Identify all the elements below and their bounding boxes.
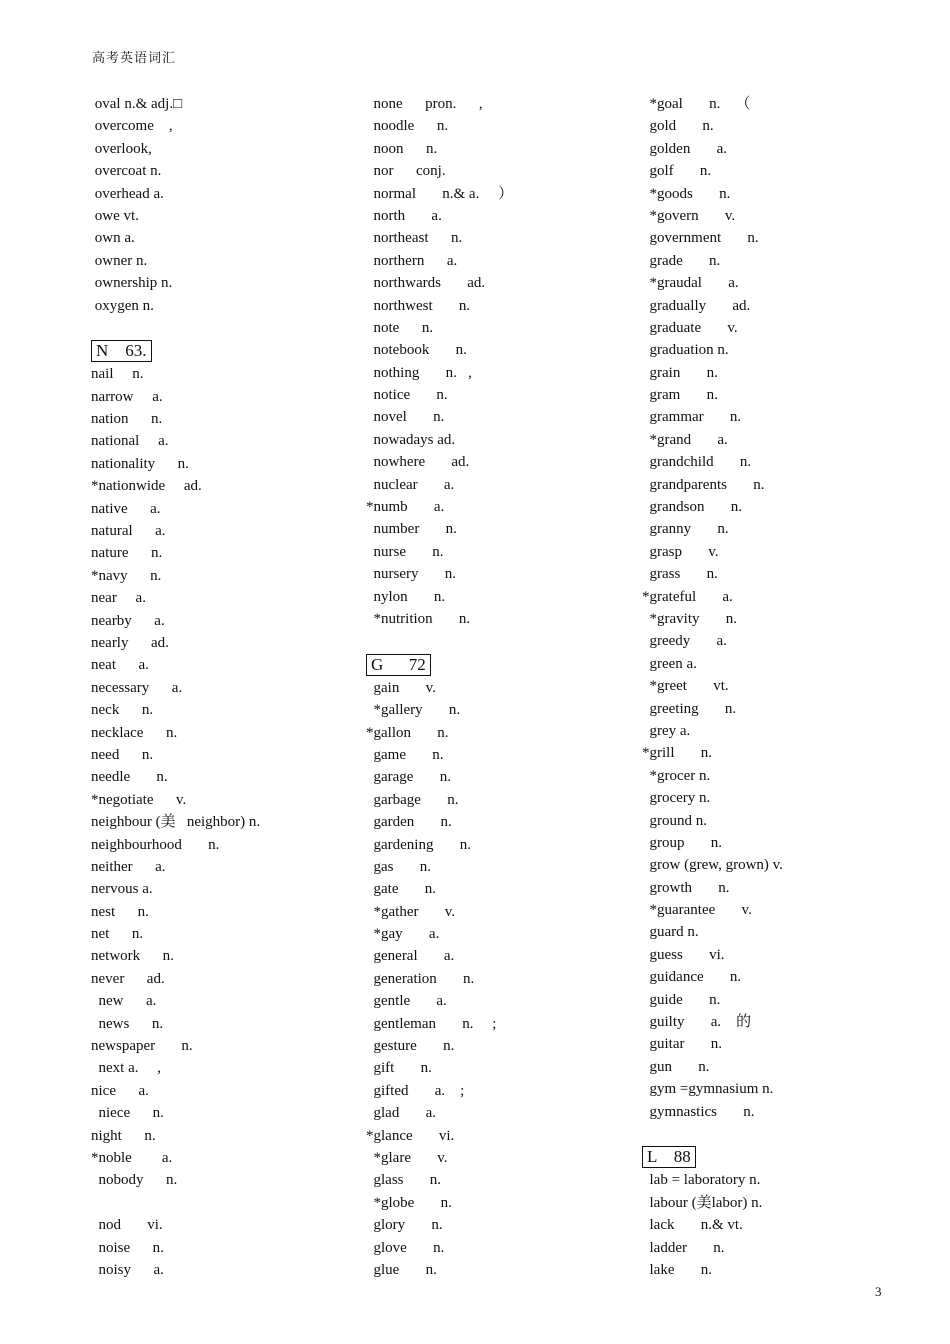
vocab-entry: nationality n. (91, 455, 189, 472)
vocab-entry: government n. (642, 230, 759, 247)
vocab-entry: grass n. (642, 566, 718, 583)
blank-line (91, 317, 361, 339)
section-heading-label: L 88 (642, 1146, 696, 1168)
vocab-entry: gun n. (642, 1058, 710, 1075)
vocab-entry: nurse n. (366, 543, 444, 560)
section-heading-label: N 63. (91, 340, 152, 362)
vocab-entry: nice a. (91, 1082, 149, 1099)
vocab-entry: grain n. (642, 364, 718, 381)
vocab-entry: net n. (91, 926, 144, 943)
vocab-entry: note n. (366, 319, 434, 336)
vocab-entry: normal n.& a. ） (366, 185, 514, 202)
vocab-entry: lake n. (642, 1261, 712, 1278)
vocab-entry: grocery n. (642, 790, 711, 807)
vocab-entry: oval n.& adj.□ (91, 96, 183, 112)
vocab-entry: *globe n. (366, 1194, 452, 1211)
vocab-entry: generation n. (366, 970, 475, 987)
vocab-entry: *govern v. (642, 207, 736, 224)
vocab-entry: guidance n. (642, 969, 742, 986)
vocab-entry: none pron. , (366, 96, 483, 112)
vocab-entry: *greet vt. (642, 678, 729, 695)
vocab-entry: nail n. (91, 366, 144, 383)
vocab-entry: neighbourhood n. (91, 836, 220, 853)
vocab-entry: lab = laboratory n. (642, 1172, 761, 1189)
vocab-entry: *gallery n. (366, 702, 461, 719)
vocab-entry: never ad. (91, 970, 165, 987)
vocab-entry: ownership n. (91, 275, 173, 292)
vocab-entry: *negotiate v. (91, 791, 187, 808)
vocab-entry: grandparents n. (642, 476, 765, 493)
vocab-entry: noisy a. (91, 1261, 164, 1278)
vocab-entry: gentleman n. ; (366, 1015, 497, 1032)
vocab-entry: own a. (91, 230, 135, 247)
vocab-entry: lack n.& vt. (642, 1217, 743, 1234)
vocab-entry: northern a. (366, 252, 458, 269)
section-heading-label: G 72 (366, 654, 431, 676)
vocab-entry: glove n. (366, 1239, 445, 1256)
vocab-entry: native a. (91, 500, 161, 517)
vocab-column-1 (91, 93, 361, 1281)
vocab-entry: group n. (642, 834, 722, 851)
vocab-entry: nothing n. , (366, 364, 472, 381)
vocab-entry: gentle a. (366, 993, 447, 1010)
vocab-entry: graduation n. (642, 342, 729, 359)
blank-line (91, 1192, 361, 1214)
vocab-entry: general a. (366, 948, 455, 965)
vocab-entry: nest n. (91, 903, 149, 920)
vocab-entry: nearly ad. (91, 634, 169, 651)
vocab-entry: overcome , (91, 118, 173, 135)
vocab-entry: growth n. (642, 879, 730, 896)
vocab-entry: nation n. (91, 411, 163, 428)
section-heading (642, 1145, 912, 1169)
vocab-entry: next a. , (91, 1060, 161, 1077)
vocab-entry: *grocer n. (642, 767, 711, 784)
vocab-entry: noodle n. (366, 118, 449, 135)
vocab-entry: northwest n. (366, 297, 471, 314)
vocab-entry: grammar n. (642, 409, 742, 426)
vocab-entry: labour (美labor) n. (642, 1194, 763, 1211)
section-heading (91, 339, 361, 363)
vocab-entry: need n. (91, 746, 154, 763)
vocab-entry: golf n. (642, 163, 712, 180)
vocab-entry: *grand a. (642, 431, 728, 448)
vocab-entry: *gravity n. (642, 610, 737, 627)
vocab-entry: grey a. (642, 722, 691, 739)
vocab-entry: novel n. (366, 409, 445, 426)
vocab-entry: gram n. (642, 387, 718, 404)
vocab-entry: noise n. (91, 1239, 164, 1256)
vocab-entry: nowadays ad. (366, 431, 456, 448)
vocab-entry: national a. (91, 433, 169, 450)
vocab-entry: nor conj. (366, 163, 446, 180)
vocab-entry: *goal n. （ (642, 96, 751, 112)
vocab-entry: narrow a. (91, 388, 163, 405)
vocab-entry: ladder n. (642, 1239, 725, 1256)
vocab-entry: night n. (91, 1127, 156, 1144)
vocab-entry: nowhere ad. (366, 454, 470, 471)
vocab-entry: game n. (366, 746, 444, 763)
vocab-entry: guilty a. 的 (642, 1014, 752, 1031)
vocab-entry: overhead a. (91, 185, 164, 202)
vocab-entry: northeast n. (366, 230, 463, 247)
vocab-entry: *glance vi. (366, 1127, 455, 1144)
vocab-entry: newspaper n. (91, 1038, 193, 1055)
vocab-entry: gas n. (366, 858, 431, 875)
vocab-entry: *grill n. (642, 745, 712, 762)
vocab-entry: network n. (91, 948, 174, 965)
vocab-entry: natural a. (91, 523, 166, 540)
vocab-entry: news n. (91, 1015, 164, 1032)
vocab-entry: *noble a. (91, 1149, 173, 1166)
vocab-entry: overcoat n. (91, 163, 162, 180)
vocab-entry: grade n. (642, 252, 721, 269)
vocab-entry: gate n. (366, 881, 436, 898)
vocab-entry: neighbour (美 neighbor) n. (91, 814, 261, 831)
vocab-entry: *gay a. (366, 926, 440, 943)
blank-line (366, 630, 636, 652)
vocab-entry: notice n. (366, 387, 448, 404)
vocab-entry: *nutrition n. (366, 610, 471, 627)
vocab-entry: *graudal a. (642, 275, 739, 292)
vocab-entry: gifted a. ; (366, 1082, 465, 1099)
vocab-entry: north a. (366, 207, 442, 224)
vocab-entry: nervous a. (91, 881, 153, 898)
vocab-entry: neck n. (91, 702, 154, 719)
vocab-entry: near a. (91, 590, 146, 607)
vocab-column-3 (642, 93, 912, 1281)
vocab-entry: nod vi. (91, 1217, 163, 1234)
vocab-entry: greeting n. (642, 700, 737, 717)
vocab-entry: garden n. (366, 814, 452, 831)
vocab-entry: green a. (642, 655, 697, 672)
vocab-entry: nature n. (91, 545, 163, 562)
vocab-entry: *numb a. (366, 499, 445, 516)
vocab-entry: grandson n. (642, 499, 742, 516)
vocab-entry: owner n. (91, 252, 148, 269)
vocab-entry: oxygen n. (91, 297, 154, 314)
vocab-entry: grandchild n. (642, 454, 752, 471)
vocab-entry: nobody n. (91, 1172, 178, 1189)
vocab-entry: *navy n. (91, 567, 162, 584)
vocab-entry: *gather v. (366, 903, 456, 920)
vocab-entry: glue n. (366, 1261, 437, 1278)
vocab-entry: greedy a. (642, 633, 727, 650)
vocab-entry: gym =gymnasium n. (642, 1081, 774, 1098)
vocab-entry: nearby a. (91, 612, 165, 629)
vocab-entry: gradually ad. (642, 297, 751, 314)
page-header-title: 高考英语词汇 (92, 51, 177, 66)
vocab-entry: notebook n. (366, 342, 467, 359)
vocab-entry: guess vi. (642, 946, 725, 963)
vocab-entry: northwards ad. (366, 275, 486, 292)
vocab-entry: *grateful a. (642, 588, 733, 605)
vocab-entry: overlook, (91, 140, 152, 157)
vocab-entry: owe vt. (91, 207, 139, 224)
vocab-entry: guard n. (642, 924, 699, 941)
vocab-column-2 (366, 93, 636, 1281)
vocab-entry: glad a. (366, 1105, 436, 1122)
vocab-entry: guitar n. (642, 1036, 722, 1053)
vocab-entry: garbage n. (366, 791, 459, 808)
vocab-entry: guide n. (642, 991, 721, 1008)
vocab-entry: noon n. (366, 140, 438, 157)
vocab-entry: *glare v. (366, 1149, 448, 1166)
vocab-entry: gardening n. (366, 836, 471, 853)
vocab-entry: new a. (91, 993, 157, 1010)
vocab-entry: *guarantee v. (642, 902, 752, 919)
vocab-entry: granny n. (642, 521, 729, 538)
vocab-entry: ground n. (642, 812, 707, 829)
vocab-entry: gain v. (366, 679, 436, 696)
vocab-entry: necklace n. (91, 724, 178, 741)
vocab-entry: nursery n. (366, 566, 456, 583)
page-number: 3 (875, 1284, 882, 1299)
vocab-entry: grasp v. (642, 543, 719, 560)
section-heading (366, 653, 636, 677)
vocab-entry: gesture n. (366, 1038, 455, 1055)
vocab-entry: necessary a. (91, 679, 183, 696)
vocab-entry: niece n. (91, 1105, 164, 1122)
vocab-entry: *goods n. (642, 185, 731, 202)
vocab-entry: number n. (366, 521, 457, 538)
vocab-entry: grow (grew, grown) v. (642, 857, 783, 874)
blank-line (642, 1123, 912, 1145)
vocab-entry: neither a. (91, 858, 166, 875)
vocab-entry: glass n. (366, 1172, 441, 1189)
vocab-entry: nuclear a. (366, 476, 455, 493)
vocab-entry: gold n. (642, 118, 714, 135)
vocab-entry: gymnastics n. (642, 1103, 755, 1120)
vocab-entry: *gallon n. (366, 724, 449, 741)
vocab-entry: *nationwide ad. (91, 478, 202, 495)
vocab-entry: golden a. (642, 140, 727, 157)
vocab-entry: needle n. (91, 769, 168, 786)
vocab-entry: garage n. (366, 769, 451, 786)
vocab-entry: neat a. (91, 657, 149, 674)
vocab-entry: gift n. (366, 1060, 432, 1077)
vocab-entry: glory n. (366, 1217, 443, 1234)
vocab-entry: nylon n. (366, 588, 446, 605)
vocab-entry: graduate v. (642, 319, 738, 336)
